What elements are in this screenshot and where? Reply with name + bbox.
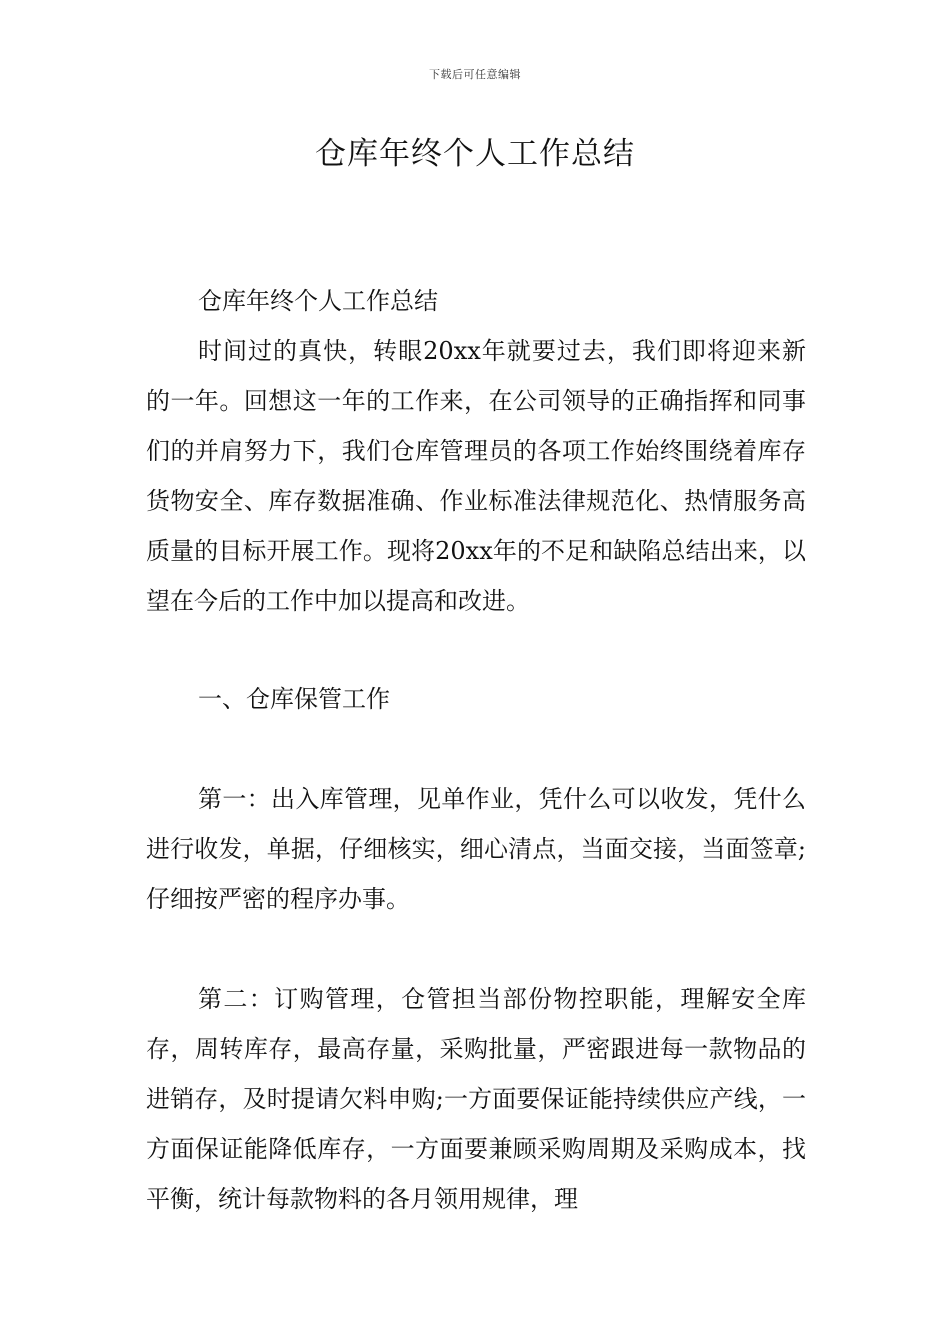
header-note: 下载后可任意编辑 <box>429 68 521 81</box>
page-title: 仓库年终个人工作总结 <box>315 136 635 172</box>
paragraph-intro: 时间过的真快，转眼20xx年就要过去，我们即将迎来新的一年。回想这一年的工作来，在公司领导的正确指挥和同事们的并肩努力下，我们仓库管理员的各项工作始终围绕着库存货物安全、库存数据准确、作业标准法律规范化、热情服务高质量的目标开展工作。现将20xx年的不足和缺陷总结出来，以望在今后的工作中加以提高和改进。 <box>146 337 806 615</box>
paragraph-second: 第二：订购管理，仓管担当部份物控职能，理解安全库存，周转库存，最高存量，采购批量，严密跟进每一款物品的进销存，及时提请欠料申购;一方面要保证能持续供应产线，一方面保证能降低库存，一方面要兼顾采购周期及采购成本，找平衡，统计每款物料的各月领用规律，理 <box>146 985 806 1213</box>
paragraph-first: 第一：出入库管理，见单作业，凭什么可以收发，凭什么进行收发，单据，仔细核实，细心清点，当面交接，当面签章;仔细按严密的程序办事。 <box>146 785 806 913</box>
spacer <box>146 626 806 674</box>
spacer <box>146 724 806 774</box>
paragraph-subtitle: 仓库年终个人工作总结 <box>198 287 438 315</box>
document-body <box>146 276 806 1224</box>
spacer <box>146 924 806 974</box>
section-heading: 一、仓库保管工作 <box>198 685 390 713</box>
